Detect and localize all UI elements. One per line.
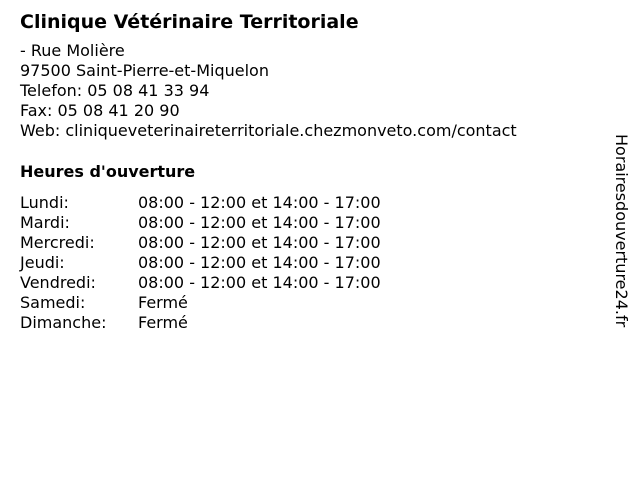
hours-row-saturday	[20, 293, 600, 313]
business-name: Clinique Vétérinaire Territoriale	[20, 11, 359, 33]
hours-day: Dimanche:	[20, 313, 107, 332]
site-brand-watermark: Horairesdouverture24.fr	[612, 134, 631, 328]
hours-row-friday	[20, 273, 600, 293]
hours-row-wednesday	[20, 233, 600, 253]
phone-number[interactable]: 05 08 41 33 94	[87, 81, 210, 100]
website-link[interactable]: cliniqueveterinaireterritoriale.chezmonveto.com/contact	[65, 121, 517, 140]
hours-time: 08:00 - 12:00 et 14:00 - 17:00	[138, 253, 381, 272]
hours-day: Lundi:	[20, 193, 69, 212]
fax-label: Fax:	[20, 101, 58, 120]
hours-row-tuesday	[20, 213, 600, 233]
web-line	[20, 121, 600, 141]
hours-row-sunday	[20, 313, 600, 333]
address-street: - Rue Molière	[20, 41, 125, 60]
fax-number: 05 08 41 20 90	[57, 101, 180, 120]
hours-time: Fermé	[138, 313, 188, 332]
hours-row-monday	[20, 193, 600, 213]
phone-label: Telefon:	[20, 81, 88, 100]
hours-heading: Heures d'ouverture	[20, 162, 196, 181]
hours-time: 08:00 - 12:00 et 14:00 - 17:00	[138, 273, 381, 292]
web-label: Web:	[20, 121, 66, 140]
hours-row-thursday	[20, 253, 600, 273]
hours-day: Vendredi:	[20, 273, 96, 292]
business-card	[20, 9, 600, 333]
address-city: 97500 Saint-Pierre-et-Miquelon	[20, 61, 269, 80]
hours-table	[20, 193, 600, 333]
hours-time: 08:00 - 12:00 et 14:00 - 17:00	[138, 213, 381, 232]
hours-day: Mardi:	[20, 213, 70, 232]
hours-time: 08:00 - 12:00 et 14:00 - 17:00	[138, 233, 381, 252]
hours-day: Jeudi:	[20, 253, 65, 272]
hours-time: 08:00 - 12:00 et 14:00 - 17:00	[138, 193, 381, 212]
fax-line	[20, 101, 600, 121]
hours-day: Samedi:	[20, 293, 86, 312]
phone-line	[20, 81, 600, 101]
hours-time: Fermé	[138, 293, 188, 312]
hours-day: Mercredi:	[20, 233, 95, 252]
